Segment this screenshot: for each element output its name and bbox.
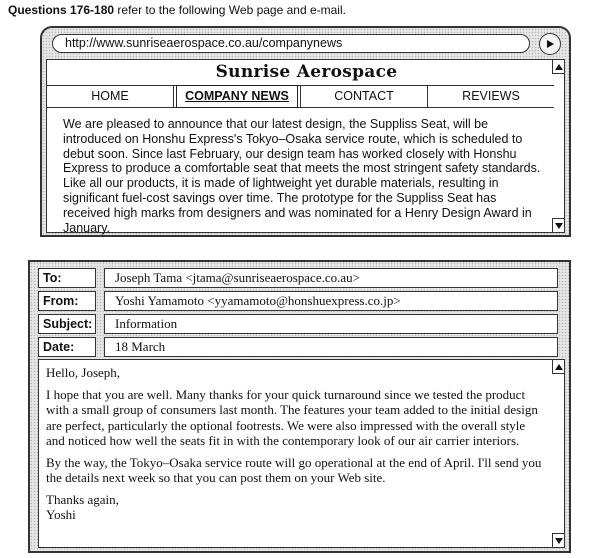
site-title: Sunrise Aerospace — [215, 62, 398, 82]
question-range: Questions 176-180 — [8, 3, 115, 17]
scroll-down-button[interactable] — [552, 533, 564, 547]
subject-field[interactable]: Information — [104, 314, 558, 334]
nav-company-news[interactable] — [174, 86, 301, 107]
from-field[interactable]: Yoshi Yamamoto <yyamamoto@honshuexpress.co.jp> — [104, 291, 558, 311]
arrow-down-icon — [555, 538, 563, 544]
nav-label: REVIEWS — [462, 89, 520, 103]
scroll-up-button[interactable] — [552, 360, 564, 374]
scroll-up-button[interactable] — [552, 60, 564, 74]
question-heading — [8, 3, 346, 17]
go-button[interactable] — [539, 33, 561, 55]
nav-reviews[interactable] — [428, 86, 554, 107]
date-label: Date: — [38, 337, 96, 357]
date-row — [38, 337, 558, 357]
nav-home[interactable] — [47, 86, 174, 107]
url-bar[interactable]: http://www.sunriseaerospace.co.au/companynews — [52, 34, 530, 53]
subject-label: Subject: — [38, 314, 96, 334]
email-window — [28, 260, 571, 553]
email-body[interactable] — [38, 359, 565, 548]
email-paragraph-2: By the way, the Tokyo–Osaka service route will go operational at the end of April. I'll send you the details next week so that you can post them on your Web site. — [46, 454, 542, 485]
question-instruction: refer to the following Web page and e-mail. — [114, 3, 346, 17]
scroll-down-button[interactable] — [552, 218, 564, 232]
nav-label: COMPANY NEWS — [185, 89, 289, 103]
date-field[interactable]: 18 March — [104, 337, 558, 357]
play-arrow-icon — [545, 39, 555, 49]
news-article: We are pleased to announce that our latest design, the Suppliss Seat, will be introduced on Honshu Express's Tokyo–Osaka service route, which is scheduled to debut soon. Since last February, our design team has worked closely with Honshu Express to produce a comfortable seat that meets the most stringent safety standards. Like all our products, it is made of lightweight yet durable materials, resulting in significant fuel-cost savings over time. The prototype for the Suppliss Seat has received high marks from designers and was nominated for a Henry Design Award in January. — [63, 117, 541, 235]
arrow-up-icon — [555, 64, 563, 70]
from-row — [38, 291, 558, 311]
nav-contact[interactable] — [301, 86, 428, 107]
arrow-down-icon — [555, 223, 563, 229]
nav-label: HOME — [91, 89, 129, 103]
email-greeting: Hello, Joseph, — [46, 365, 121, 380]
email-closing: Thanks again, — [46, 491, 119, 507]
browser-window — [40, 26, 571, 237]
nav-bar — [47, 85, 554, 108]
to-field[interactable]: Joseph Tama <jtama@sunriseaerospace.co.au> — [104, 268, 558, 288]
subject-row — [38, 314, 558, 334]
email-paragraph-1: I hope that you are well. Many thanks for your quick turnaround since we tested the product with a small group of consumers last month. The features your team added to the initial design are perfect, particularly the optional footrests. We were also impressed with the overall style and noticed how well the seats fit in with the contemporary look of our air carrier interiors. — [46, 386, 538, 448]
to-row — [38, 268, 558, 288]
arrow-up-icon — [555, 364, 563, 370]
email-text — [46, 365, 546, 523]
nav-label: CONTACT — [334, 89, 394, 103]
to-label: To: — [38, 268, 96, 288]
email-signature: Yoshi — [46, 507, 76, 522]
web-page-content — [46, 59, 565, 233]
from-label: From: — [38, 291, 96, 311]
